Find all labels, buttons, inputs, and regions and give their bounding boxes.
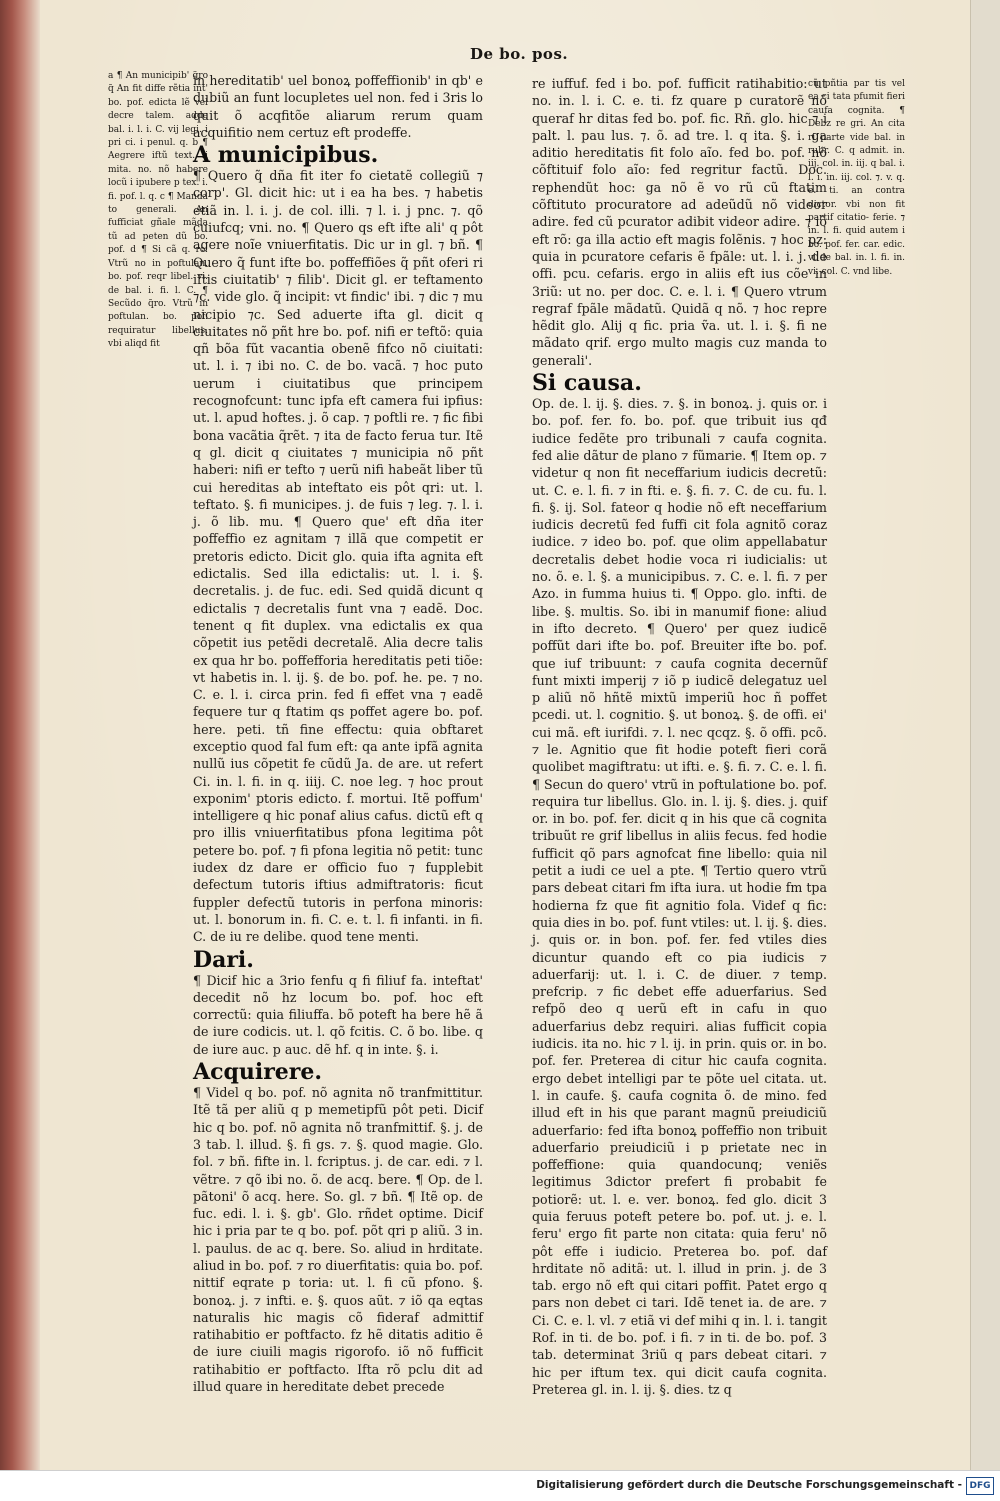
paragraph-si-causa: Op. de. l. ij. §. dies. ⁊. §. in bonoꝝ. j. quis or. i bo. pof. fer. fo. bo. pof. que tribuit ius qđ iudice fedẽte pro tribunali ⁊ caufa cognita. fed alie dãtur de plano ⁊ fũmarie. ¶ Item op. ⁊ videtur q non fit neceffarium iudicis decretũ: ut. C. e. l. fi. ⁊ in fti. e. §. fi. ⁊. C. de cu. fu. l. fi. §. ij. Sol. fateor q hodie nõ eft neceffarium iudicis decretũ fed fuffi cit fola agnitõ coraz iudice. ⁊ ideo bo. pof. que olim appellabatur decretalis debet hodie voca ri iudicialis: ut no. õ. e. l. §. a municipibus. ⁊. C. e. l. fi. ⁊ per Azo. in fumma huius ti. ¶ Oppo. glo. infti. de libe. §. multis. So. ibi in manumif fione: aliud in ifto decreto. ¶ Quero' per quez iudicẽ poffũt dari ifte bo. pof. Breuiter ifte bo. pof. que iuf tribuunt: ⁊ caufa cognita decernũf funt mixti imperij ⁊ iõ p iudicẽ delegatuz uel p aliũ nõ hñtẽ mixtũ imperiũ hoc ñ poffet pcedi. ut. l. cognitio. §. ut bonoꝝ. §. de offi. ei' cui mã. eft iurifdi. ⁊. l. nec qcqz. §. õ offi. pcõ. ⁊ le. Agnitio que fit hodie poteft fieri corã quolibet magiftratu: ut ifti. e. §. fi. ⁊. C. e. l. fi. ¶ Secun do quero' vtrũ in poftulatione bo. pof. requira tur libellus. Glo. in. l. ij. §. dies. j. quif or. in bo. pof. fer. dicit q in his que cã cognita tribuũt re grif libellus in aliis fecus. fed hodie fufficit qõ pars agnofcat fine libello: quia nil petit a iudi ce uel a pte. ¶ Tertio quero vtrũ pars debeat citari fm ifta iura. ut hodie fm tpa hodierna fz que fit agnitio fola. Videf q fic: quia dies in bo. pof. funt vtiles: ut. l. ij. §. dies. j. quis or. in bon. pof. fer. fed vtiles dies dicuntur quando eft co pia iudicis ⁊ aduerfarij: ut. l. i. C. de diuer. ⁊ temp. prefcrip. ⁊ fic debet effe aduerfarius. Sed refpõ deo q uerũ eft in cafu in quo aduerfarius debz requiri. alias fufficit copia iudicis. ita no. hic ⁊ l. ij. in prin. quis or. in bo. pof. fer. Preterea di citur hic caufa cognita. ergo debet intelligi par te põte uel citata. ut. l. in caufe. §. caufa cognita õ. de mino. fed illud eft in his que parant magnũ preiudiciũ aduerfario: fed ifta bonoꝝ poffeffio non tribuit aduerfario preiudiciũ i p prietate nec in poffeffione: quia quandocunq; veniẽs legitimus 3dictor prefert fi probabit fe potiorẽ: ut. l. e. ver. bonoꝝ. fed glo. dicit 3 quia feruus poteft petere bo. pof. ut. j. e. l. feru' ergo fit parte non citata: quia feru' nõ pôt effe i iudicio. Preterea bo. pof. daf hrditate nõ aditã: ut. l. illud in prin. j. de 3 tab. ergo nõ eft qui citari poffit. Patet ergo q pars non debet ci tari. Idẽ tenet ia. de are. ⁊ Ci. C. e. l. vl. ⁊ etiã vi def mihi q in. l. i. tangit Rof. in ti. de bo. pof. i fi. ⁊ in ti. de bo. pof. 3 tab. determinat 3riũ q pars debeat citari. ⁊ hic per iftum tex. qui dicit caufa cognita. Preterea gl. in. l. ij. §. dies. tz q	[532, 396, 827, 1397]
main-column-right	[532, 75, 827, 1398]
running-head: De bo. pos.	[470, 45, 569, 63]
rubric-si-causa: Si causa.	[532, 370, 642, 397]
right-column-intro: re iuffuf. fed i bo. pof. fufficit ratihabitio: ut no. in. l. i. C. e. ti. fz quare p curatorẽ nõ queraf hr ditas fed bo. pof. fic. Rñ. glo. hic ⁊ i palt. l. pau lus. ⁊. õ. ad tre. l. q ita. §. i. ga aditio hereditatis fit folo aĩo. fed bo. pof. nõ cõftituif folo aĩo: fed regritur factũ. Doc. rephendũt hoc: ga nõ ẽ vo rũ cũ ftatim cõftituto procuratore ad adeũdũ nõ videor adire. fed cũ pcurator adibit videor adire. ⁊ iõ eft rõ: ga illa actio eft magis folẽnis. ⁊ hoc pz: quia in pcuratore cefaris ẽ fpãle: ut. l. i. j. de offi. pcu. cefaris. ergo in aliis eft ius cõe in 3riũ: ut no. per doc. C. e. l. i. ¶ Quero vtrum regraf fpãle mãdatũ. Quidã q nõ. ⁊ hoc repre hẽdit glo. Alij q fic. pria ṽa. ut. l. i. §. fi ne mãdato qrif. ergo multo magis cuz manda to generali'.	[532, 76, 827, 368]
right-gloss-text: cũ pñtia par tis vel ea ci tata pfumit fieri caufa cognita. ¶ Debz re gri. An cita ri parte vide bal. in rubr. C. q admit. in. iij. col. in. iij. q bal. i. l. i. in. iij. col. ⁊. v. q. e. ti. an contra dictor. vbi non fit partif citatio- ferie. ⁊ in. l. fi. quid autem i bo. pof. fer. car. edic. vi de bal. in. l. fi. in. vi. col. C. vnd libe.	[808, 79, 905, 277]
main-column-left	[193, 72, 483, 1395]
funding-note: Digitalisierung gefördert durch die Deutsche Forschungsgemeinschaft -	[536, 1479, 962, 1491]
paragraph-acquirere: ¶ Videl q bo. pof. nõ agnita nõ tranfmittitur. Itẽ tã per aliũ q p memetipfũ pôt peti. Dicif hic q bo. pof. nõ agnita nõ tranfmittif. §. j. de 3 tab. l. illud. §. fi gs. ⁊. §. quod magie. Glo. fol. ⁊ bñ. fifte in. l. fcriptus. j. de car. edi. ⁊ l. vẽtre. ⁊ qõ ibi no. õ. de acq. bere. ¶ Op. de l. pãtoni' õ acq. here. So. gl. ⁊ bñ. ¶ Itẽ op. de fuc. edi. l. i. §. gb'. Glo. rñdet optime. Dicif hic i pria par te q bo. pof. põt qri p aliũ. 3 in. l. paulus. de ac q. bere. So. aliud in hrditate. aliud in bo. pof. ⁊ ro diuerfitatis: quia bo. pof. nittif eqrate p toria: ut. l. fi cũ pfono. §. bonoꝝ. j. ⁊ infti. e. §. quos aũt. ⁊ iõ qa eqtas naturalis hic magis cõ fideraf admittif ratihabitio er poftfacto. fz hẽ ditatis aditio ẽ de iure ciuili magis rigorofo. iõ nõ fufficit ratihabitio er poftfacto. Ifta rõ pclu dit ad illud quare in hereditate debet precede	[193, 1085, 483, 1395]
adjacent-page-edge	[970, 0, 1000, 1470]
rubric-acquirere: Acquirere.	[193, 1059, 323, 1086]
scanned-page	[40, 0, 970, 1500]
dfg-logo-icon: DFG	[966, 1477, 994, 1495]
rubric-a-municipibus: A municipibus.	[193, 142, 379, 169]
left-gloss-text: a ¶ An municipib' q̃ro q̃ An fit diffe rẽtia int' bo. pof. edicta lẽ vel decre talem. adde bal. i. l. i. C. vij legi. i pri ci. i penul. q. b ¶ Aegrere iftũ text. li mita. no. nõ habere locũ i ipubere p tex. i. fi. pof. l. q. c ¶ Manda to generali. An fufficiat gñale mãda tũ ad peten dũ bo. pof. d ¶ Si cã q. ro. Vtrũ no in poftulan. bo. pof. reqr libel. vi. de bal. i. fi. l. C. ¶ Secũdo q̃ro. Vtrũ in poftulan. bo. pof. requiratur libellus. vbi aliqd fit	[108, 71, 208, 350]
paragraph-a-municipibus: ¶ Quero q̃ dña fit iter fo cietatẽ collegiũ ⁊ corp'. Gl. dicit hic: ut i ea ha bes. ⁊ habetis etiã in. l. i. j. de col. illi. ⁊ l. i. j pnc. ⁊. qõ cuiufcq; vni. no. ¶ Quero qs eft ifte ali' q pôt agere noĩe vniuerfitatis. Dic ur in gl. ⁊ bñ. ¶ Quero q̃ funt ifte bo. poffeffiões q̃ pñt oferi ri iftis ciuitatib' ⁊ filib'. Dicit gl. er teftamento ⁊c. vide glo. q̃ incipit: vt findic' ibi. ⁊ dic ⁊ mu nicipio ⁊c. Sed aduerte ifta gl. dicit q ciuitates nõ pñt hre bo. pof. nifi er teftõ: quia qñ bõa fũt vacantia obenẽ fifco nõ ciuitati: ut. l. i. ⁊ ibi no. C. de bo. vacã. ⁊ hoc puto uerum i ciuitatibus que principem recognofcunt: tunc ipfa eft camera fui ipfius: ut. l. apud hoftes. j. õ cap. ⁊ poftli re. ⁊ fic fibi bona vacãtia q̃rẽt. ⁊ ita de facto ferua tur. Itẽ q gl. dicit q ciuitates ⁊ municipia nõ pñt haberi: nifi er tefto ⁊ uerũ nifi habeãt liber tũ cui hereditas ab inteftato eis pôt qri: ut. l. teftato. §. fi municipes. j. de fuis ⁊ leg. ⁊. l. i. j. õ lib. mu. ¶ Quero que' eft dña iter poffeffio ez agnitam ⁊ illã que competit er pretoris edicto. Dicit glo. quia ifta agnita eft edictalis. Sed illa edictalis: ut. l. i. §. decretalis. j. de fuc. edi. Sed quidã dicunt q edictalis ⁊ decretalis funt vna ⁊ eadẽ. Doc. tenent q fit duplex. vna edictalis ex qua cõpetit ius petẽdi decretalẽ. Alia decre talis ex qua hr bo. poffefforia hereditatis peti tiõe: vt habetis in. l. ij. §. de bo. pof. he. pe. ⁊ no. C. e. l. i. circa prin. fed fi effet vna ⁊ eadẽ fequere tur q ftatim qs poffet agere bo. pof. here. peti. tñ fine effectu: quia obftaret exceptio quod fal fum eft: qa ante ipfã agnita nullũ ius cõpetit fe cũdũ Ja. de are. ut refert Ci. in. l. fi. in q. iiij. C. noe leg. ⁊ hoc prout exponim' ptoris edicto. f. mortui. Itẽ poffum' intelligere q hic ponaf alius cafus. dictũ eft q pro illis vniuerfitatibus pfona legitima pôt petere bo. pof. ⁊ fi pfona legitia nõ petit: tunc iudex dz dare er officio fuo ⁊ fupplebit defectum tutoris iftius admiftratoris: ficut fuppler defectũ tutoris in perfona minoris: ut. l. bonorum in. fi. C. e. t. l. fi infanti. in fi. C. de iu re delibe. quod tene menti.	[193, 168, 483, 945]
rubric-dari: Dari.	[193, 946, 254, 973]
paragraph-dari: ¶ Dicif hic a 3rio fenfu q fi filiuf fa. inteftat' decedit nõ hz locum bo. pof. hoc eft correctũ: quia filiuffa. bõ poteft ha bere hẽ ã de iure codicis. ut. l. qõ fcitis. C. õ bo. libe. q de iure auc. p auc. dẽ hf. q in inte. §. i.	[193, 972, 483, 1057]
bleed-through-text	[971, 0, 1000, 70]
book-spine-edge	[0, 0, 40, 1500]
footer-bar	[0, 1470, 1000, 1501]
right-marginal-gloss	[808, 78, 905, 279]
left-column-intro: in hereditatib' uel bonoꝝ poffeffionib' in qb' e dubiũ an funt locupletes uel non. fed i 3ris lo quit õ acqfitõe aliarum rerum quam acquifitio nem certuz eft prodeffe.	[193, 73, 483, 140]
